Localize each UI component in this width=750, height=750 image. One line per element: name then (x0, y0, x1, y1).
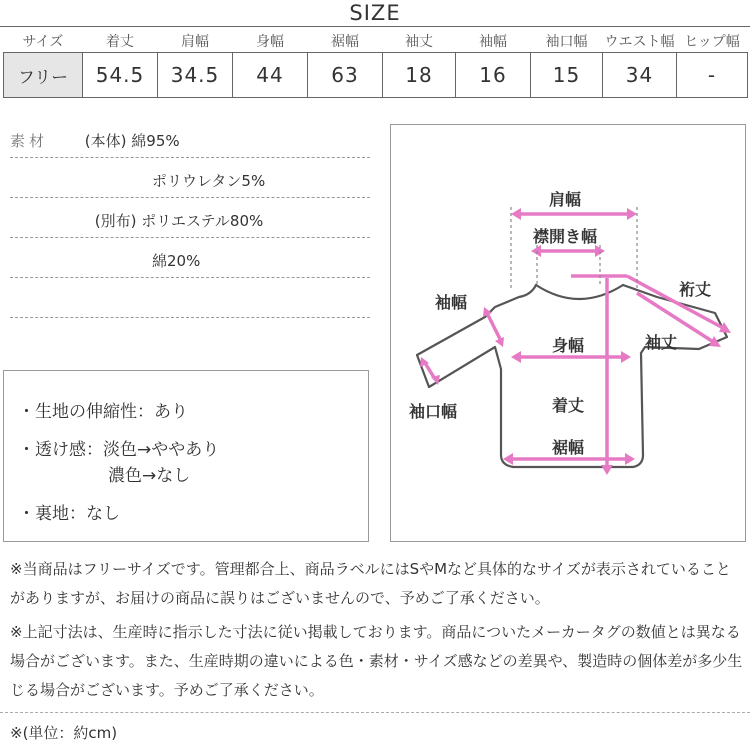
header-shoulder: 肩幅 (181, 34, 209, 50)
header-hip: ヒップ幅 (684, 34, 740, 50)
cell-hem: 63 (308, 53, 383, 98)
note-measurement: ※上記寸法は、生産時に指示した寸法に従い掲載しております。商品についたメーカータグの数値とは異なる場合がございます。また、生産時期の違いによる色・素材・サイズ感などの差異や、製造時の個体差が多少生じる場合がございます。予めご了承ください。 (10, 623, 743, 699)
cell-length: 54.5 (83, 53, 158, 98)
material-part: (本体) (84, 132, 127, 150)
divider (10, 277, 370, 278)
label-sleeve-length: 袖丈 (645, 333, 678, 352)
header-sleeve-length: 袖丈 (405, 34, 433, 50)
cell-size: フリー (4, 53, 83, 98)
cell-body-width: 44 (233, 53, 308, 98)
material-value: 綿95% (131, 132, 180, 150)
label-cuff: 袖口幅 (409, 402, 458, 421)
table-row (4, 53, 748, 98)
size-table-header-row (4, 30, 748, 53)
header-waist: ウエスト幅 (604, 34, 675, 50)
size-title: SIZE (349, 1, 401, 25)
cell-waist: 34 (603, 53, 677, 98)
title-rule (0, 26, 750, 27)
label-neck: 襟開き幅 (533, 227, 598, 246)
size-table (3, 30, 748, 98)
cell-shoulder: 34.5 (158, 53, 233, 98)
header-cuff: 袖口幅 (545, 34, 588, 50)
cell-sleeve-width: 16 (456, 53, 531, 98)
property-stretch: ・生地の伸縮性：あり (18, 402, 188, 422)
divider (10, 157, 370, 158)
material-row-3 (10, 210, 370, 231)
label-sleeve-width: 袖幅 (435, 293, 468, 312)
property-lining: ・裏地：なし (18, 504, 120, 524)
material-row-2 (152, 170, 372, 191)
fabric-properties-box (3, 370, 369, 542)
cell-hip: - (677, 53, 748, 98)
material-value: ポリウレタン5% (152, 172, 266, 190)
property-sheerness: ・透け感：淡色→ややあり (18, 440, 220, 460)
property-sheerness-dark: 濃色→なし (108, 466, 191, 486)
label-shoulder: 肩幅 (549, 190, 582, 209)
label-body-width: 身幅 (552, 336, 585, 355)
header-length: 着丈 (106, 34, 134, 50)
header-sleeve-width: 袖幅 (479, 34, 507, 50)
label-length: 着丈 (552, 396, 585, 415)
header-body-width: 身幅 (256, 34, 284, 50)
material-row-4 (152, 250, 372, 271)
divider (10, 317, 370, 318)
material-part: (別布) (94, 212, 137, 230)
divider (0, 712, 750, 713)
unit-note: ※(単位：約cm) (10, 724, 118, 742)
measurement-diagram (390, 124, 746, 542)
material-row-1 (10, 130, 370, 151)
cell-sleeve-length: 18 (383, 53, 456, 98)
note-free-size: ※当商品はフリーサイズです。管理都合上、商品ラベルにはSやMなど具体的なサイズが表示されていることがありますが、お届けの商品に誤りはございませんので、予めご了承ください。 (10, 560, 731, 607)
header-size: サイズ (22, 34, 64, 50)
header-hem: 裾幅 (331, 34, 359, 50)
cell-cuff: 15 (531, 53, 603, 98)
divider (10, 237, 370, 238)
material-label: 素材 (10, 132, 49, 150)
label-raglan: 裄丈 (679, 280, 712, 299)
material-value: 綿20% (152, 252, 201, 270)
divider (10, 197, 370, 198)
label-hem: 裾幅 (552, 438, 585, 457)
material-value: ポリエステル80% (141, 212, 264, 230)
